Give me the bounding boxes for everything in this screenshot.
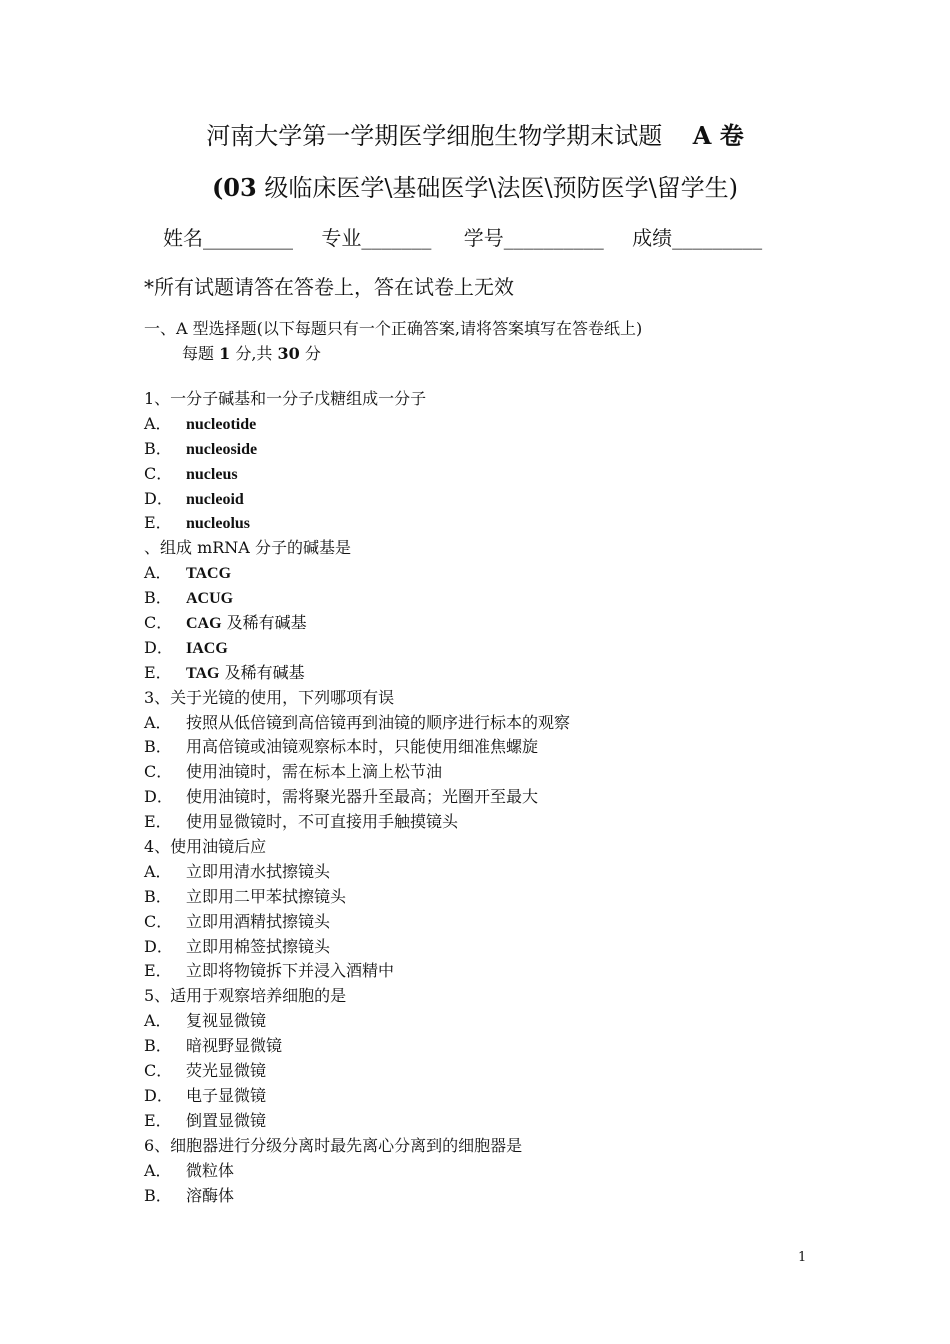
option-letter: B． <box>144 737 172 757</box>
option-text: 使用油镜时，需将聚光器升至最高；光圈开至最大 <box>186 787 539 807</box>
option-letter: C． <box>144 613 173 633</box>
answer-option <box>144 885 844 910</box>
option-text: 立即用清水拭擦镜头 <box>186 861 331 881</box>
answer-option <box>144 711 844 736</box>
answer-option <box>144 1009 844 1034</box>
option-letter: D． <box>144 787 173 807</box>
student-info-row <box>163 222 762 251</box>
answer-option <box>144 1109 844 1134</box>
option-letter: D． <box>144 488 173 508</box>
option-text: TAG <box>186 664 220 682</box>
option-letter: D． <box>144 936 173 956</box>
answer-option <box>144 959 844 984</box>
answer-option <box>144 412 844 437</box>
option-text: nucleoid <box>186 490 244 508</box>
option-letter: D． <box>144 637 173 657</box>
scoring-text: 每题 <box>182 344 220 363</box>
question-stem: 4、使用油镜后应 <box>144 837 267 857</box>
option-letter: C． <box>144 911 173 931</box>
option-text: 用高倍镜或油镜观察标本时，只能使用细准焦螺旋 <box>186 737 539 757</box>
answer-option <box>144 910 844 935</box>
answer-option <box>144 1059 844 1084</box>
option-letter: C． <box>144 762 173 782</box>
option-letter: A． <box>144 413 172 433</box>
option-letter: A． <box>144 563 172 583</box>
section-scoring <box>182 341 321 364</box>
option-text: 倒置显微镜 <box>186 1110 267 1130</box>
option-text: nucleotide <box>186 415 257 433</box>
option-text: 电子显微镜 <box>186 1085 267 1105</box>
option-text: 立即用酒精拭擦镜头 <box>186 911 331 931</box>
option-text: 按照从低倍镜到高倍镜再到油镜的顺序进行标本的观察 <box>186 712 571 732</box>
option-text: 荧光显微镜 <box>186 1061 267 1081</box>
exam-subtitle-grade: (03 <box>211 173 257 202</box>
option-letter: B． <box>144 1185 172 1205</box>
answer-option <box>144 735 844 760</box>
answer-option <box>144 636 844 661</box>
option-text: nucleoside <box>186 440 258 458</box>
major-field: 专业_______ <box>321 226 432 250</box>
answer-notice: *所有试题请答在答卷上，答在试卷上无效 <box>144 275 514 299</box>
score-field: 成绩_________ <box>632 226 763 250</box>
option-suffix: 及稀有碱基 <box>221 613 307 633</box>
answer-option <box>144 487 844 512</box>
option-letter: D． <box>144 1085 173 1105</box>
option-letter: E． <box>144 1110 172 1130</box>
name-field: 姓名_________ <box>163 226 293 250</box>
option-letter: A． <box>144 861 172 881</box>
option-text: TACG <box>186 565 232 583</box>
section-heading: 一、A 型选择题(以下每题只有一个正确答案,请将答案填写在答卷纸上) <box>144 319 643 338</box>
exam-title-main: 河南大学第一学期医学细胞生物学期末试题 <box>206 122 663 150</box>
option-text: ACUG <box>186 590 234 608</box>
student-id-field: 学号__________ <box>463 226 604 250</box>
question-stem: 5、适用于观察培养细胞的是 <box>144 986 347 1006</box>
answer-option <box>144 810 844 835</box>
points-per-question: 1 <box>219 344 231 363</box>
page-number: 1 <box>798 1250 807 1265</box>
option-text: 立即将物镜拆下并浸入酒精中 <box>186 961 395 981</box>
option-text: 使用显微镜时，不可直接用手触摸镜头 <box>186 812 459 832</box>
option-text: 复视显微镜 <box>186 1011 267 1031</box>
option-letter: A． <box>144 1160 172 1180</box>
answer-option <box>144 437 844 462</box>
answer-option <box>144 462 844 487</box>
option-text: IACG <box>186 639 228 657</box>
answer-option <box>144 586 844 611</box>
exam-subtitle-majors: 级临床医学\基础医学\法医\预防医学\留学生) <box>256 174 739 202</box>
exam-paper-label: A 卷 <box>692 121 744 150</box>
option-text: 立即用棉签拭擦镜头 <box>186 936 331 956</box>
exam-title <box>0 116 950 151</box>
scoring-text: 分 <box>299 344 321 363</box>
answer-option <box>144 1084 844 1109</box>
option-text: 微粒体 <box>186 1160 235 1180</box>
option-letter: B． <box>144 1036 172 1056</box>
answer-option <box>144 860 844 885</box>
answer-option <box>144 661 844 686</box>
option-letter: A． <box>144 712 172 732</box>
answer-option <box>144 561 844 586</box>
option-text: nucleolus <box>186 515 251 533</box>
option-letter: E． <box>144 513 172 533</box>
option-letter: B． <box>144 886 172 906</box>
answer-option <box>144 511 844 536</box>
option-letter: E． <box>144 662 172 682</box>
option-text: CAG <box>186 615 222 633</box>
question-list <box>144 387 844 1208</box>
answer-option <box>144 611 844 636</box>
exam-subtitle <box>0 168 950 203</box>
question-stem: 3、关于光镜的使用，下列哪项有误 <box>144 687 395 707</box>
option-letter: E． <box>144 812 172 832</box>
question-stem: 6、细胞器进行分级分离时最先离心分离到的细胞器是 <box>144 1135 523 1155</box>
scoring-text: 分,共 <box>230 344 278 363</box>
question-stem: 1、一分子碱基和一分子戊糖组成一分子 <box>144 389 427 408</box>
option-text: 暗视野显微镜 <box>186 1036 283 1056</box>
answer-option <box>144 785 844 810</box>
option-letter: B． <box>144 588 172 608</box>
option-text: 立即用二甲苯拭擦镜头 <box>186 886 347 906</box>
option-letter: A． <box>144 1011 172 1031</box>
total-points: 30 <box>277 344 300 363</box>
option-text: 使用油镜时，需在标本上滴上松节油 <box>186 762 443 782</box>
option-letter: C． <box>144 1061 173 1081</box>
answer-option <box>144 935 844 960</box>
option-letter: C． <box>144 463 173 483</box>
option-letter: E． <box>144 961 172 981</box>
answer-option <box>144 1034 844 1059</box>
option-text: 溶酶体 <box>186 1185 235 1205</box>
question-stem: 、组成 mRNA 分子的碱基是 <box>144 538 351 558</box>
answer-option <box>144 1184 844 1209</box>
answer-option <box>144 1159 844 1184</box>
answer-option <box>144 760 844 785</box>
option-letter: B． <box>144 438 172 458</box>
option-suffix: 及稀有碱基 <box>219 662 305 682</box>
option-text: nucleus <box>186 465 238 483</box>
